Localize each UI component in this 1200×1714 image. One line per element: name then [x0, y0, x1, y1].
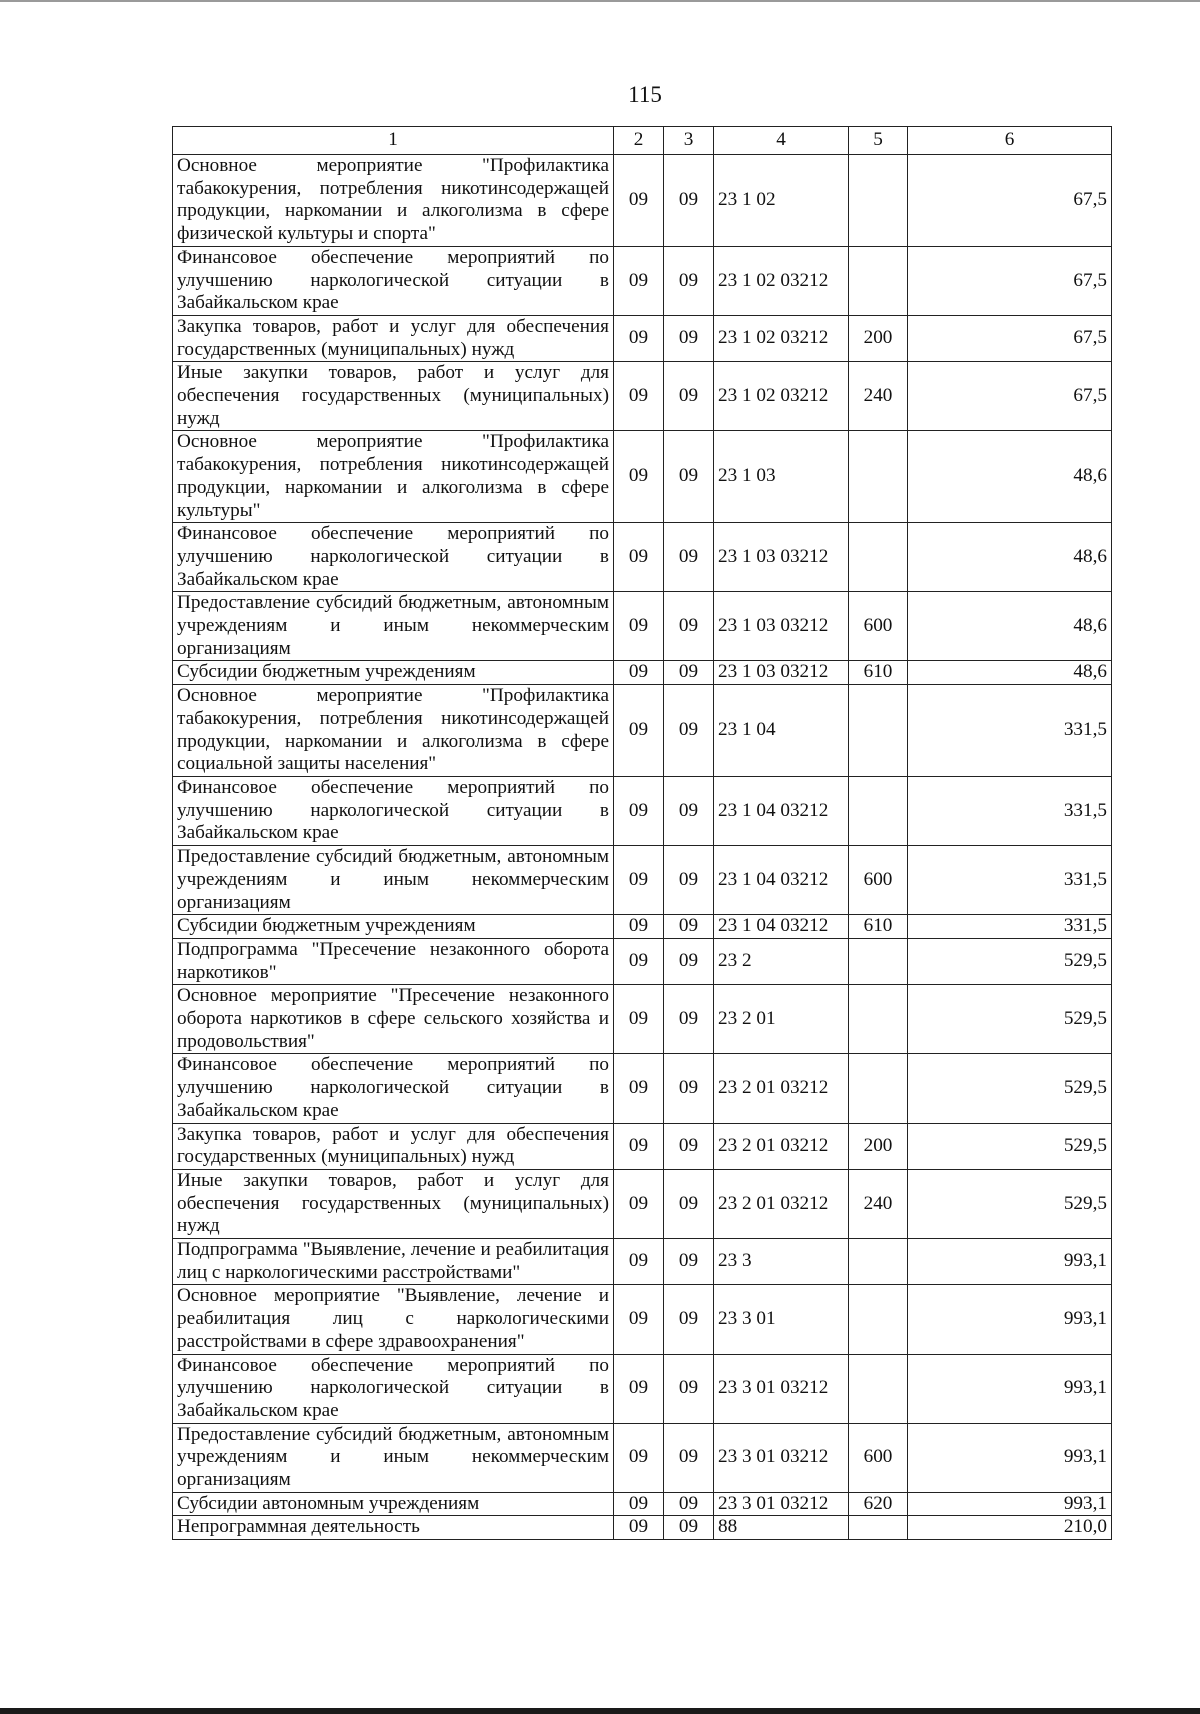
subsection-code: 09: [664, 846, 714, 915]
expense-type-code: 600: [849, 592, 908, 661]
target-article-code: 23 3 01 03212: [714, 1354, 849, 1423]
expense-type-code: 200: [849, 315, 908, 361]
expense-type-code: 200: [849, 1123, 908, 1169]
expense-type-code: [849, 1354, 908, 1423]
subsection-code: 09: [664, 1054, 714, 1123]
amount-value: 210,0: [908, 1516, 1112, 1540]
table-row: [173, 1123, 1112, 1169]
section-code: 09: [614, 592, 664, 661]
amount-value: 993,1: [908, 1354, 1112, 1423]
table-row: [173, 1169, 1112, 1238]
expense-type-code: [849, 1516, 908, 1540]
header-col-4: 4: [714, 127, 849, 155]
subsection-code: 09: [664, 1169, 714, 1238]
target-article-code: 23 1 03 03212: [714, 523, 849, 592]
row-description: Субсидии автономным учреждениям: [173, 1492, 614, 1516]
section-code: 09: [614, 1354, 664, 1423]
expense-type-code: [849, 985, 908, 1054]
amount-value: 67,5: [908, 315, 1112, 361]
table-row: [173, 246, 1112, 315]
expense-type-code: [849, 685, 908, 777]
amount-value: 48,6: [908, 431, 1112, 523]
amount-value: 993,1: [908, 1239, 1112, 1285]
amount-value: 529,5: [908, 938, 1112, 984]
expense-type-code: [849, 1239, 908, 1285]
section-code: 09: [614, 1516, 664, 1540]
amount-value: 529,5: [908, 1054, 1112, 1123]
section-code: 09: [614, 661, 664, 685]
header-col-2: 2: [614, 127, 664, 155]
header-row: [173, 127, 1112, 155]
row-description: Основное мероприятие "Профилактика табакокурения, потребления никотинсодержащей продукции, наркомании и алкоголизма в сфере культуры": [173, 431, 614, 523]
expense-type-code: [849, 155, 908, 247]
section-code: 09: [614, 985, 664, 1054]
expense-type-code: 240: [849, 362, 908, 431]
target-article-code: 23 2 01 03212: [714, 1123, 849, 1169]
amount-value: 529,5: [908, 985, 1112, 1054]
row-description: Финансовое обеспечение мероприятий по улучшению наркологической ситуации в Забайкальском крае: [173, 246, 614, 315]
subsection-code: 09: [664, 315, 714, 361]
row-description: Закупка товаров, работ и услуг для обеспечения государственных (муниципальных) нужд: [173, 315, 614, 361]
scan-edge-top: [0, 0, 1200, 2]
subsection-code: 09: [664, 915, 714, 939]
target-article-code: 23 1 03 03212: [714, 592, 849, 661]
amount-value: 331,5: [908, 915, 1112, 939]
target-article-code: 23 3 01 03212: [714, 1423, 849, 1492]
amount-value: 67,5: [908, 155, 1112, 247]
subsection-code: 09: [664, 685, 714, 777]
target-article-code: 23 1 04: [714, 685, 849, 777]
expense-type-code: [849, 776, 908, 845]
target-article-code: 88: [714, 1516, 849, 1540]
table-row: [173, 685, 1112, 777]
expense-type-code: 600: [849, 1423, 908, 1492]
section-code: 09: [614, 431, 664, 523]
table-row: [173, 362, 1112, 431]
subsection-code: 09: [664, 1492, 714, 1516]
target-article-code: 23 3 01 03212: [714, 1492, 849, 1516]
header-col-1: 1: [173, 127, 614, 155]
expense-type-code: [849, 246, 908, 315]
target-article-code: 23 1 04 03212: [714, 776, 849, 845]
table-row: [173, 1285, 1112, 1354]
row-description: Предоставление субсидий бюджетным, автономным учреждениям и иным некоммерческим организациям: [173, 592, 614, 661]
table-row: [173, 985, 1112, 1054]
section-code: 09: [614, 1492, 664, 1516]
subsection-code: 09: [664, 1285, 714, 1354]
amount-value: 331,5: [908, 776, 1112, 845]
target-article-code: 23 1 02: [714, 155, 849, 247]
table-row: [173, 1239, 1112, 1285]
budget-table: [172, 126, 1112, 1540]
row-description: Основное мероприятие "Пресечение незаконного оборота наркотиков в сфере сельского хозяйства и продовольствия": [173, 985, 614, 1054]
expense-type-code: [849, 1285, 908, 1354]
subsection-code: 09: [664, 1239, 714, 1285]
row-description: Иные закупки товаров, работ и услуг для обеспечения государственных (муниципальных) нужд: [173, 1169, 614, 1238]
table-row: [173, 776, 1112, 845]
row-description: Подпрограмма "Выявление, лечение и реабилитация лиц с наркологическими расстройствами": [173, 1239, 614, 1285]
subsection-code: 09: [664, 1423, 714, 1492]
section-code: 09: [614, 246, 664, 315]
table-row: [173, 315, 1112, 361]
subsection-code: 09: [664, 985, 714, 1054]
section-code: 09: [614, 523, 664, 592]
section-code: 09: [614, 1285, 664, 1354]
header-col-6: 6: [908, 127, 1112, 155]
row-description: Финансовое обеспечение мероприятий по улучшению наркологической ситуации в Забайкальском крае: [173, 776, 614, 845]
subsection-code: 09: [664, 523, 714, 592]
row-description: Закупка товаров, работ и услуг для обеспечения государственных (муниципальных) нужд: [173, 1123, 614, 1169]
amount-value: 48,6: [908, 661, 1112, 685]
subsection-code: 09: [664, 1123, 714, 1169]
target-article-code: 23 1 02 03212: [714, 315, 849, 361]
target-article-code: 23 2 01: [714, 985, 849, 1054]
table-row: [173, 155, 1112, 247]
section-code: 09: [614, 1054, 664, 1123]
amount-value: 993,1: [908, 1492, 1112, 1516]
section-code: 09: [614, 938, 664, 984]
expense-type-code: 610: [849, 915, 908, 939]
target-article-code: 23 1 04 03212: [714, 846, 849, 915]
subsection-code: 09: [664, 776, 714, 845]
subsection-code: 09: [664, 661, 714, 685]
section-code: 09: [614, 155, 664, 247]
target-article-code: 23 2 01 03212: [714, 1054, 849, 1123]
table-row: [173, 938, 1112, 984]
scan-edge-bottom: [0, 1708, 1200, 1714]
amount-value: 48,6: [908, 592, 1112, 661]
row-description: Предоставление субсидий бюджетным, автономным учреждениям и иным некоммерческим организациям: [173, 1423, 614, 1492]
table-row: [173, 915, 1112, 939]
table-row: [173, 846, 1112, 915]
target-article-code: 23 2 01 03212: [714, 1169, 849, 1238]
table-row: [173, 523, 1112, 592]
subsection-code: 09: [664, 431, 714, 523]
table-row: [173, 592, 1112, 661]
target-article-code: 23 1 02 03212: [714, 246, 849, 315]
table-row: [173, 1516, 1112, 1540]
row-description: Субсидии бюджетным учреждениям: [173, 661, 614, 685]
table-row: [173, 1054, 1112, 1123]
expense-type-code: [849, 431, 908, 523]
amount-value: 993,1: [908, 1423, 1112, 1492]
header-col-5: 5: [849, 127, 908, 155]
subsection-code: 09: [664, 938, 714, 984]
subsection-code: 09: [664, 1516, 714, 1540]
row-description: Иные закупки товаров, работ и услуг для обеспечения государственных (муниципальных) нужд: [173, 362, 614, 431]
amount-value: 331,5: [908, 846, 1112, 915]
row-description: Основное мероприятие "Профилактика табакокурения, потребления никотинсодержащей продукции, наркомании и алкоголизма в сфере физической культуры и спорта": [173, 155, 614, 247]
row-description: Финансовое обеспечение мероприятий по улучшению наркологической ситуации в Забайкальском крае: [173, 523, 614, 592]
row-description: Финансовое обеспечение мероприятий по улучшению наркологической ситуации в Забайкальском крае: [173, 1354, 614, 1423]
amount-value: 67,5: [908, 246, 1112, 315]
section-code: 09: [614, 685, 664, 777]
section-code: 09: [614, 362, 664, 431]
table-row: [173, 431, 1112, 523]
row-description: Субсидии бюджетным учреждениям: [173, 915, 614, 939]
page-number: 115: [628, 82, 662, 107]
expense-type-code: 620: [849, 1492, 908, 1516]
section-code: 09: [614, 776, 664, 845]
target-article-code: 23 1 02 03212: [714, 362, 849, 431]
budget-table-body: [173, 127, 1112, 1540]
row-description: Основное мероприятие "Выявление, лечение и реабилитация лиц с наркологическими расстройствами в сфере здравоохранения": [173, 1285, 614, 1354]
table-row: [173, 1492, 1112, 1516]
subsection-code: 09: [664, 246, 714, 315]
table-row: [173, 661, 1112, 685]
expense-type-code: [849, 1054, 908, 1123]
section-code: 09: [614, 1123, 664, 1169]
amount-value: 67,5: [908, 362, 1112, 431]
target-article-code: 23 3: [714, 1239, 849, 1285]
target-article-code: 23 3 01: [714, 1285, 849, 1354]
header-col-3: 3: [664, 127, 714, 155]
section-code: 09: [614, 315, 664, 361]
row-description: Финансовое обеспечение мероприятий по улучшению наркологической ситуации в Забайкальском крае: [173, 1054, 614, 1123]
table-row: [173, 1423, 1112, 1492]
section-code: 09: [614, 1239, 664, 1285]
subsection-code: 09: [664, 155, 714, 247]
section-code: 09: [614, 1169, 664, 1238]
row-description: Подпрограмма "Пресечение незаконного оборота наркотиков": [173, 938, 614, 984]
row-description: Предоставление субсидий бюджетным, автономным учреждениям и иным некоммерческим организациям: [173, 846, 614, 915]
amount-value: 529,5: [908, 1123, 1112, 1169]
amount-value: 529,5: [908, 1169, 1112, 1238]
section-code: 09: [614, 915, 664, 939]
row-description: Основное мероприятие "Профилактика табакокурения, потребления никотинсодержащей продукции, наркомании и алкоголизма в сфере социальной защиты населения": [173, 685, 614, 777]
target-article-code: 23 2: [714, 938, 849, 984]
expense-type-code: [849, 523, 908, 592]
target-article-code: 23 1 03 03212: [714, 661, 849, 685]
amount-value: 993,1: [908, 1285, 1112, 1354]
expense-type-code: [849, 938, 908, 984]
subsection-code: 09: [664, 1354, 714, 1423]
expense-type-code: 600: [849, 846, 908, 915]
target-article-code: 23 1 03: [714, 431, 849, 523]
subsection-code: 09: [664, 362, 714, 431]
amount-value: 48,6: [908, 523, 1112, 592]
row-description: Непрограммная деятельность: [173, 1516, 614, 1540]
section-code: 09: [614, 1423, 664, 1492]
table-row: [173, 1354, 1112, 1423]
section-code: 09: [614, 846, 664, 915]
target-article-code: 23 1 04 03212: [714, 915, 849, 939]
amount-value: 331,5: [908, 685, 1112, 777]
expense-type-code: 240: [849, 1169, 908, 1238]
subsection-code: 09: [664, 592, 714, 661]
expense-type-code: 610: [849, 661, 908, 685]
